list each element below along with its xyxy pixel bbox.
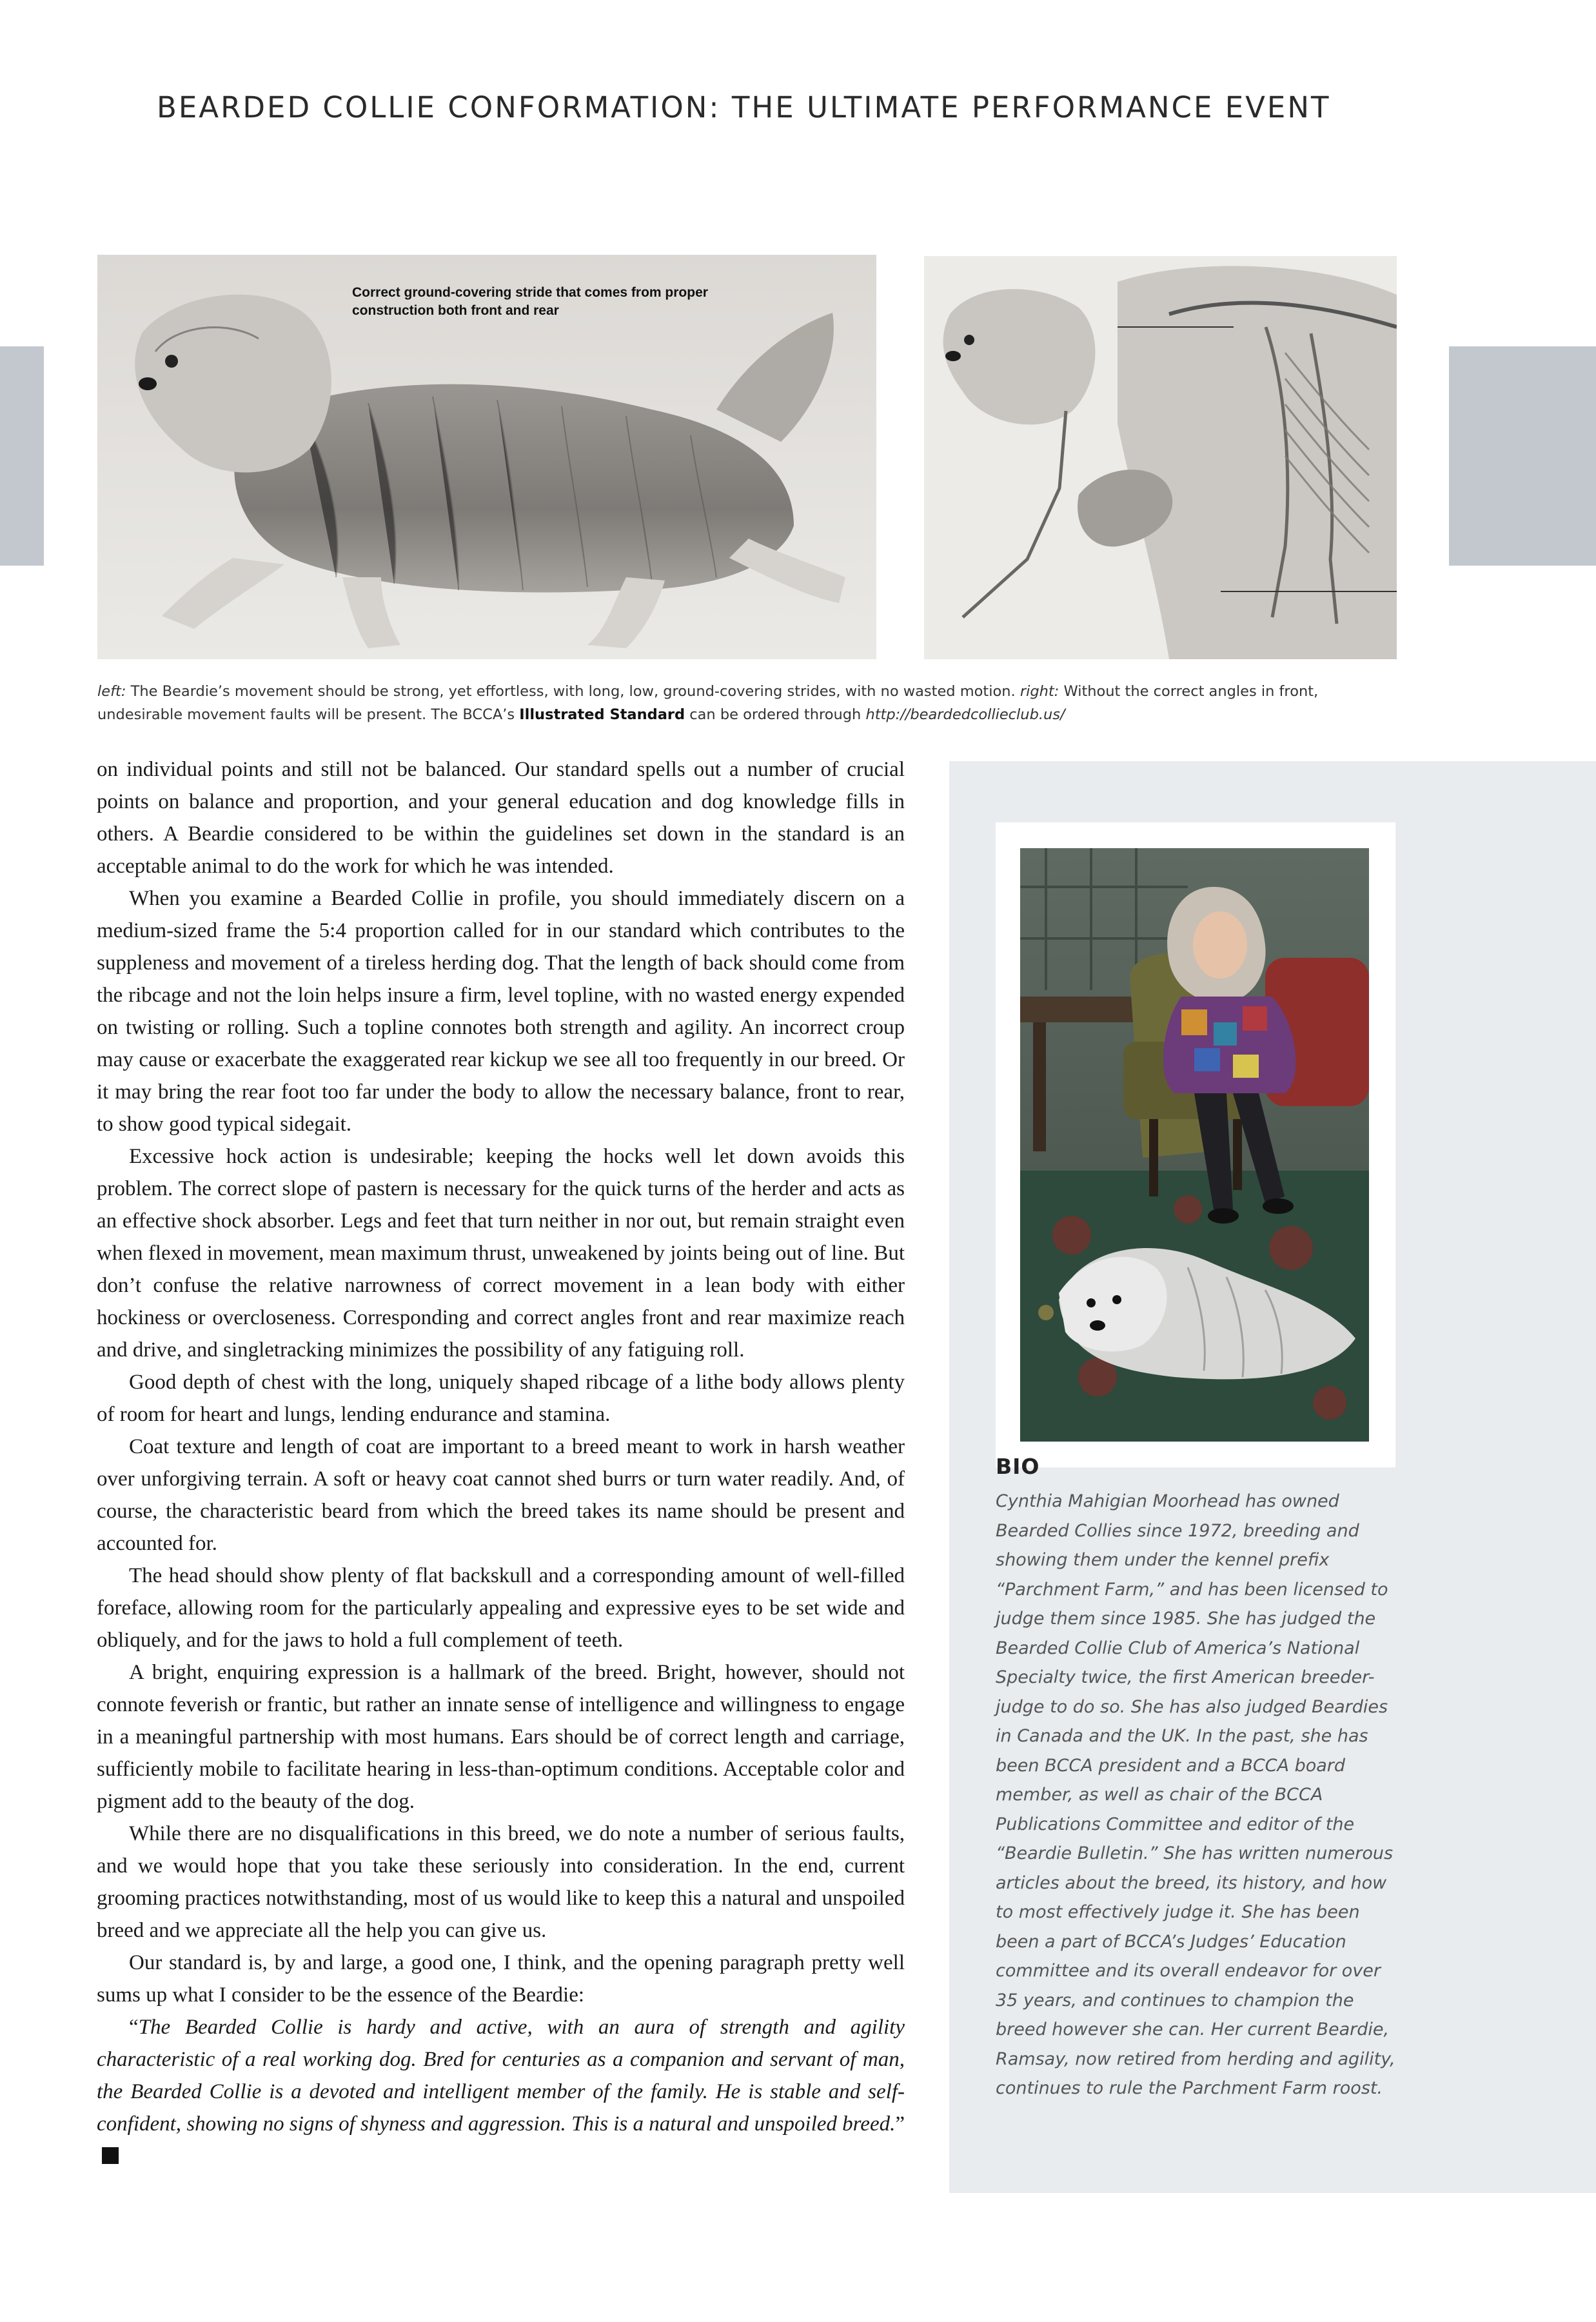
author-with-beardie-photo bbox=[1020, 848, 1369, 1442]
paragraph-7: A bright, enquiring expression is a hallmark of the breed. Bright, however, should not connote feverish or frantic, but rather an innate sense of intelligence and willingness to engage in a meaningful partnership with most humans. Ears should be of correct length and carriage, sufficiently mobile to facilitate hearing in less-than-optimum conditions. Acceptable color and pigment add to the beauty of the dog. bbox=[97, 1661, 905, 1813]
author-photo-frame bbox=[996, 822, 1395, 1467]
paragraph-2: When you examine a Bearded Collie in profile, you should immediately discern on a medium-sized frame the 5:4 proportion called for in our standard which contributes to the suppleness and movement of a tireless herding dog. That the length of back should come from the ribcage and not the loin helps insure a firm, level topline, with no wasted energy expended on twisting or rolling. Such a topline connotes both strength and agility. An incorrect croup may cause or exacerbate the exaggerated rear kickup we see all too frequently in our breed. Or it may bring the rear foot too far under the body to allow the necessary balance, front to rear, to show good typical sidegait. bbox=[97, 887, 905, 1136]
end-of-article-mark bbox=[102, 2147, 119, 2164]
page-header: BEARDED COLLIE CONFORMATION: THE ULTIMATE PERFORMANCE EVENT bbox=[157, 90, 1331, 124]
caption-url: http://beardedcollieclub.us/ bbox=[865, 706, 1065, 723]
paragraph-4: Good depth of chest with the long, uniquely shaped ribcage of a lithe body allows plenty of room for heart and lungs, lending endurance and stamina. bbox=[97, 1371, 905, 1426]
figure-caption bbox=[97, 680, 1394, 726]
paragraph-3: Excessive hock action is undesirable; keeping the hocks well let down avoids this problem. The correct slope of pastern is necessary for the quick turns of the herder and acts as an effective shock absorber. Legs and feet that turn neither in nor out, but remain straight even when flexed in movement, mean maximum thrust, unweakened by joints being out of line. But don’t confuse the relative narrowness of correct movement in a lean body with either hockiness or overcloseness. Corresponding and correct angles front and rear maximize reach and drive, and singletracking minimizes the possibility of any fatiguing roll. bbox=[97, 1145, 905, 1362]
author-photo bbox=[1020, 848, 1369, 1442]
caption-left-text: The Beardie’s movement should be strong, yet effortless, with long, low, ground-covering strides, with no wasted motion. bbox=[126, 683, 1020, 700]
caption-left-prefix: left: bbox=[97, 683, 126, 700]
standard-quote bbox=[97, 2011, 905, 2172]
article-body bbox=[97, 753, 905, 2172]
illustration-skeleton-angles bbox=[924, 256, 1397, 659]
caption-bold-title: Illustrated Standard bbox=[519, 706, 685, 723]
quote-text: The Bearded Collie is hardy and active, with an aura of strength and agility characteristic of a real working dog. Bred for centuries as a companion and servant of man, the Bearded Collie is a devoted and intelligent member of the family. He is stable and self-confident, showing no signs of shyness and aggression. This is a natural and unspoiled breed. bbox=[97, 2016, 905, 2136]
left-edge-tab bbox=[0, 346, 44, 566]
paragraph-9: Our standard is, by and large, a good one, I think, and the opening paragraph pretty well sums up what I consider to be the essence of the Beardie: bbox=[97, 1951, 905, 2007]
paragraph-5: Coat texture and length of coat are important to a breed meant to work in harsh weather over unforgiving terrain. A soft or heavy coat cannot shed burrs or turn water readily. And, of course, the characteristic beard from which the breed takes its name should be present and accounted for. bbox=[97, 1435, 905, 1555]
bio-text: Cynthia Mahigian Moorhead has owned Bearded Collies since 1972, breeding and showing them under the kennel prefix “Parchment Farm,” and has been licensed to judge them since 1985. She has judged the Bearded Collie Club of America’s National Specialty twice, the first American breeder-judge to do so. She has also judged Beardies in Canada and the UK. In the past, she has been BCCA president and a BCCA board member, as well as chair of the BCCA Publications Committee and editor of the “Beardie Bulletin.” She has written numerous articles about the breed, its history, and how to most effectively judge it. She has been been a part of BCCA’s Judges’ Education committee and its overall endeavor for over 35 years, and continues to champion the breed however she can. Her current Beardie, Ramsay, now retired from herding and agility, continues to rule the Parchment Farm roost. bbox=[996, 1491, 1395, 2098]
paragraph-1: on individual points and still not be balanced. Our standard spells out a number of crucial points on balance and proportion, and your general education and dog knowledge fills in others. A Beardie considered to be within the guidelines set down in the standard is an acceptable animal to do the work for which he was intended. bbox=[97, 758, 905, 878]
caption-right-prefix: right: bbox=[1020, 683, 1059, 700]
right-edge-tab bbox=[1449, 346, 1596, 566]
bio-sidebar bbox=[949, 761, 1596, 2193]
quote-close-mark: ” bbox=[895, 2112, 905, 2136]
illustration-moving-beardie bbox=[97, 255, 876, 659]
paragraph-8: While there are no disqualifications in this breed, we do note a number of serious faults, and we would hope that you take these seriously into consideration. In the end, current grooming practices notwithstanding, most of us would like to keep this a natural and unspoiled breed and we appreciate all the help you can give us. bbox=[97, 1822, 905, 1942]
caption-after-bold: can be ordered through bbox=[685, 706, 866, 723]
beardie-skeleton-drawing bbox=[924, 256, 1397, 659]
bio-heading: BIO bbox=[996, 1454, 1040, 1479]
quote-open-mark: “ bbox=[129, 2016, 139, 2039]
paragraph-6: The head should show plenty of flat backskull and a corresponding amount of well-filled foreface, allowing room for the particularly appealing and expressive eyes to be set wide and obliquely, and for the jaws to hold a full complement of teeth. bbox=[97, 1564, 905, 1652]
caption-right-text: Without the correct angles in front, undesirable movement faults will be present. The BCCA’s bbox=[97, 683, 1319, 723]
illustration-label: Correct ground-covering stride that comes from proper construction both front and rear bbox=[352, 285, 708, 318]
